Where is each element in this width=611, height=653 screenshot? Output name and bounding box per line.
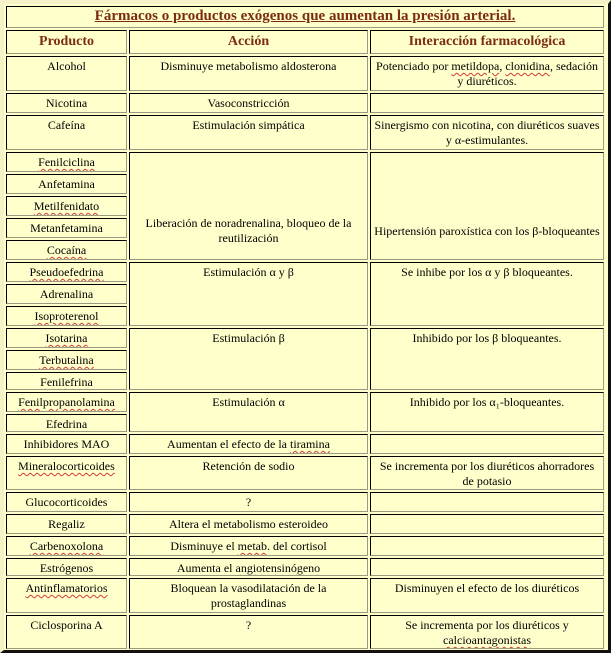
- header-interaccion: Interacción farmacológica: [370, 30, 604, 54]
- producto-nicotina: Nicotina: [6, 93, 127, 113]
- interaccion-simpaticomimeticos: Hipertensión paroxística con los β-bloqueantes: [370, 152, 604, 260]
- accion-alfa: Estimulación α: [129, 392, 368, 432]
- producto-terbutalina: Terbutalina: [6, 350, 127, 370]
- interaccion-nicotina: [370, 93, 604, 113]
- accion-ciclosporina: ?: [129, 615, 368, 649]
- table-title: Fármacos o productos exógenos que aumentan la presión arterial.: [6, 6, 604, 28]
- accion-nicotina: Vasoconstricción: [129, 93, 368, 113]
- producto-isotarina: Isotarina: [6, 328, 127, 348]
- accion-estrogenos: Aumenta el angiotensinógeno: [129, 558, 368, 576]
- accion-antiinflamatorios: Bloquean la vasodilatación de la prostaglandinas: [129, 578, 368, 613]
- interaccion-glucocorticoides: [370, 492, 604, 512]
- producto-metilfenidato: Metilfenidato: [6, 196, 127, 216]
- producto-alcohol: Alcohol: [6, 56, 127, 91]
- producto-efedrina: Efedrina: [6, 414, 127, 432]
- interaccion-alfa: Inhibido por los α₁-bloqueantes.: [370, 392, 604, 432]
- producto-regaliz: Regaliz: [6, 514, 127, 534]
- interaccion-alfa-beta: Se inhibe por los α y β bloqueantes.: [370, 262, 604, 326]
- accion-mineralocorticoides: Retención de sodio: [129, 456, 368, 490]
- interaccion-regaliz: [370, 514, 604, 534]
- accion-simpaticomimeticos: Liberación de noradrenalina, bloqueo de la reutilización: [129, 152, 368, 260]
- interaccion-ciclosporina: Se incrementa por los diuréticos y calcioantagonistas: [370, 615, 604, 649]
- producto-imao: Inhibidores MAO: [6, 434, 127, 454]
- interaccion-carbenoxolona: [370, 536, 604, 556]
- producto-isoproterenol: Isoproterenol: [6, 306, 127, 326]
- header-accion: Acción: [129, 30, 368, 54]
- producto-metanfetamina: Metanfetamina: [6, 218, 127, 238]
- accion-carbenoxolona: Disminuye el metab. del cortisol: [129, 536, 368, 556]
- interaccion-mineralocorticoides: Se incrementa por los diuréticos ahorradores de potasio: [370, 456, 604, 490]
- producto-cocaina: Cocaína: [6, 240, 127, 260]
- producto-adrenalina: Adrenalina: [6, 284, 127, 304]
- producto-fenilpropanolamina: Fenilpropanolamina: [6, 392, 127, 412]
- producto-estrogenos: Estrógenos: [6, 558, 127, 576]
- interaccion-estrogenos: [370, 558, 604, 576]
- interaccion-cafeina: Sinergismo con nicotina, con diuréticos suaves y α-estimulantes.: [370, 115, 604, 150]
- producto-carbenoxolona: Carbenoxolona: [6, 536, 127, 556]
- accion-regaliz: Altera el metabolismo esteroideo: [129, 514, 368, 534]
- producto-cafeina: Cafeína: [6, 115, 127, 150]
- producto-antiinflamatorios: Antinflamatorios: [6, 578, 127, 613]
- accion-alfa-beta: Estimulación α y β: [129, 262, 368, 326]
- producto-anfetamina: Anfetamina: [6, 174, 127, 194]
- interaccion-antiinflamatorios: Disminuyen el efecto de los diuréticos: [370, 578, 604, 613]
- interaccion-alcohol: Potenciado por metildopa, clonidina, sedación y diuréticos.: [370, 56, 604, 91]
- producto-fenilefrina: Fenilefrina: [6, 372, 127, 390]
- interaccion-beta: Inhibido por los β bloqueantes.: [370, 328, 604, 390]
- producto-pseudoefedrina: Pseudoefedrina: [6, 262, 127, 282]
- header-producto: Producto: [6, 30, 127, 54]
- accion-cafeina: Estimulación simpática: [129, 115, 368, 150]
- producto-glucocorticoides: Glucocorticoides: [6, 492, 127, 512]
- producto-fenilciclina: Fenilciclina: [6, 152, 127, 172]
- producto-mineralocorticoides: Mineralocorticoides: [6, 456, 127, 490]
- interaccion-imao: [370, 434, 604, 454]
- accion-glucocorticoides: ?: [129, 492, 368, 512]
- producto-ciclosporina: Ciclosporina A: [6, 615, 127, 649]
- accion-imao: Aumentan el efecto de la tiramina: [129, 434, 368, 454]
- accion-alcohol: Disminuye metabolismo aldosterona: [129, 56, 368, 91]
- accion-beta: Estimulación β: [129, 328, 368, 390]
